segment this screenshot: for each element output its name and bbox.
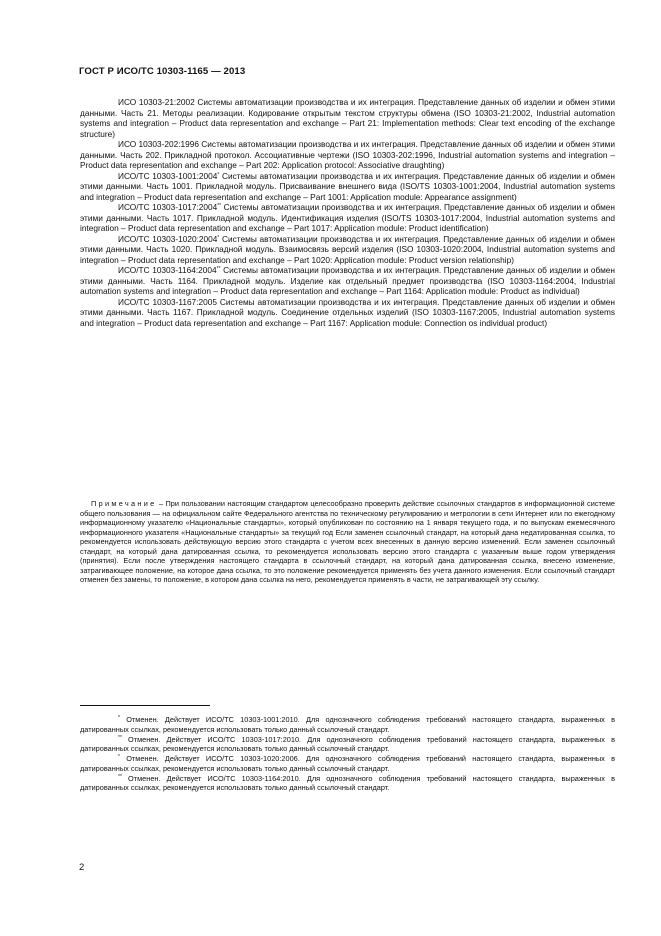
note-paragraph: [80, 499, 615, 585]
footnote-mark: **: [118, 773, 122, 780]
reference-mark: *: [217, 171, 220, 178]
reference-code: ИСО/ТС 10303-1001:2004: [118, 170, 218, 181]
footnote-text: Отменен. Действует ИСО/ТС 10303-1017:2010. Для однозначного соблюдения требований настоящего стандарта, выраженных в датированных ссылках, рекомендуется использовать только данный ссылочный стандарт.: [80, 734, 615, 754]
normative-references: [80, 97, 615, 328]
reference-code: ИСО/ТС 10303-1020:2004: [118, 233, 218, 244]
reference-text: Системы автоматизации производства и их интеграция. Представление данных об изделии и обмен этими данными. Часть 1001. Прикладной модуль. Присваивание внешнего вида (ISO/TS 10303-1001:2004, Industrial automation systems and integration – Product data representation and exchange – Part 1001: Application module: Appearance assignment): [80, 170, 615, 202]
reference-text: Системы автоматизации производства и их интеграция. Представление данных об изделии и обмен этими данными. Часть 1017. Прикладной модуль. Идентификация изделия (ISO/TS 10303-1017:2004, Industrial automation systems and integration – Product data representation and exchange – Part 1017: Application module: Product identification): [80, 202, 616, 233]
reference-item: [80, 171, 615, 203]
footnote-mark: *: [118, 715, 120, 721]
footnote-divider: [80, 705, 210, 706]
reference-text: Системы автоматизации производства и их интеграция. Представление данных об изделии и обмен этими данными. Часть 21. Методы реализации. Кодирование открытым текстом структуры обмена (ISO 10303-21:2002, Industrial automation systems and integration – Product data representation and exchange – Part 21: Implementation methods: Clear text encoding of the exchange structure): [80, 97, 616, 139]
reference-item: [80, 202, 615, 234]
reference-code: ИСО/ТС 10303-1167:2005: [118, 296, 217, 307]
reference-text: Системы автоматизации производства и их интеграция. Представление данных об изделии и обмен этими данными. Часть 1020. Прикладной модуль. Взаимосвязь версий изделия (ISO 10303-1020:2004, Industrial automation systems and integration – Product data representation and exchange – Part 1020: Application module: Product version relationship): [80, 233, 615, 265]
reference-item: [80, 139, 615, 171]
reference-item: [80, 97, 615, 139]
footnote-text: Отменен. Действует ИСО/ТС 10303-1164:2010. Для однозначного соблюдения требований настоящего стандарта, выраженных в датированных ссылках, рекомендуется использовать только данный ссылочный стандарт.: [80, 773, 615, 793]
footnote-item: [80, 754, 615, 773]
footnote-item: [80, 715, 615, 734]
reference-text: Системы автоматизации производства и их интеграция. Представление данных об изделии и обмен этими данными. Часть 202. Прикладной протокол. Ассоциативные чертежи (ISO 10303-202:1996, Industrial automation systems and integration – Product data representation and exchange – Part 202: Application protocol: Associative draughting): [80, 139, 615, 170]
footnote-item: [80, 735, 615, 754]
footnotes: [80, 715, 615, 793]
reference-mark: **: [217, 203, 222, 209]
note-block: [80, 499, 615, 585]
note-text: – При пользовании настоящим стандартом целесообразно проверить действие ссылочных стандартов в информационной системе общего пользования — на официальном сайте Федерального агентства по техническому регулированию и метрологии в сети Интернет или по ежегодному информационному указателю «Национальные стандарты», который опубликован по состоянию на 1 января текущего года, и по выпускам ежемесячного информационного указателя «Национальные стандарты» за текущий год Если заменен ссылочный стандарт, на который дана недатированная ссылка, то рекомендуется использовать действующую версию этого стандарта с учетом всех внесенных в данную версию изменений. Если заменен ссылочный стандарт, на который дана датированная ссылка, то рекомендуется использовать версию этого стандарта с указанным выше годом утверждения (принятия). Если после утверждения настоящего стандарта в ссылочный стандарт, на который дана датированная ссылка, внесено изменение, затрагивающее положение, на которое дана ссылка, то это положение рекомендуется применять без учета данного изменения. Если ссылочный стандарт отменен без замены, то положение, в котором дана ссылка на него, рекомендуется применять в части, не затрагивающей эту ссылку.: [80, 499, 615, 585]
footnote-text: Отменен. Действует ИСО/ТС 10303-1001:2010. Для однозначного соблюдения требований настоящего стандарта, выраженных в датированных ссылках, рекомендуется использовать только данный ссылочный стандарт.: [80, 715, 615, 734]
page-number: 2: [79, 862, 85, 873]
reference-item: [80, 297, 615, 329]
reference-mark: **: [216, 266, 221, 272]
reference-item: [80, 234, 615, 266]
reference-code: ИСО 10303-202:1996: [118, 139, 199, 149]
reference-code: ИСО/ТС 10303-1164:2004: [118, 265, 217, 275]
document-header: ГОСТ Р ИСО/ТС 10303-1165 — 2013: [79, 66, 246, 77]
reference-item: [80, 265, 615, 297]
reference-mark: *: [217, 234, 220, 241]
footnote-item: [80, 774, 615, 793]
reference-code: ИСО/ТС 10303-1017:2004: [118, 202, 218, 212]
note-label: Примечание: [91, 499, 157, 508]
footnote-text: Отменен. Действует ИСО/ТС 10303-1020:2006. Для однозначного соблюдения требований настоящего стандарта, выраженных в датированных ссылках, рекомендуется использовать только данный ссылочный стандарт.: [80, 754, 615, 773]
footnote-mark: **: [118, 734, 122, 741]
footnote-mark: *: [118, 754, 120, 761]
reference-text: Системы автоматизации производства и их интеграция. Представление данных об изделии и обмен этими данными. Часть 1167. Прикладной модуль. Соединение отдельных изделий (ISO 10303-1167:2005, Industrial automation systems and integration – Product data representation and exchange – Part 1167: Application module: Connection os individual product): [80, 296, 615, 328]
reference-code: ИСО 10303-21:2002: [118, 97, 195, 107]
reference-text: Системы автоматизации производства и их интеграция. Представление данных об изделии и обмен этими данными. Часть 1164. Прикладной модуль. Изделие как отдельный предмет производства (ISO 10303-1164:2004, Industrial automation systems and integration – Product data representation and exchange – Part 1164: Application module: Product as individual): [80, 265, 615, 296]
